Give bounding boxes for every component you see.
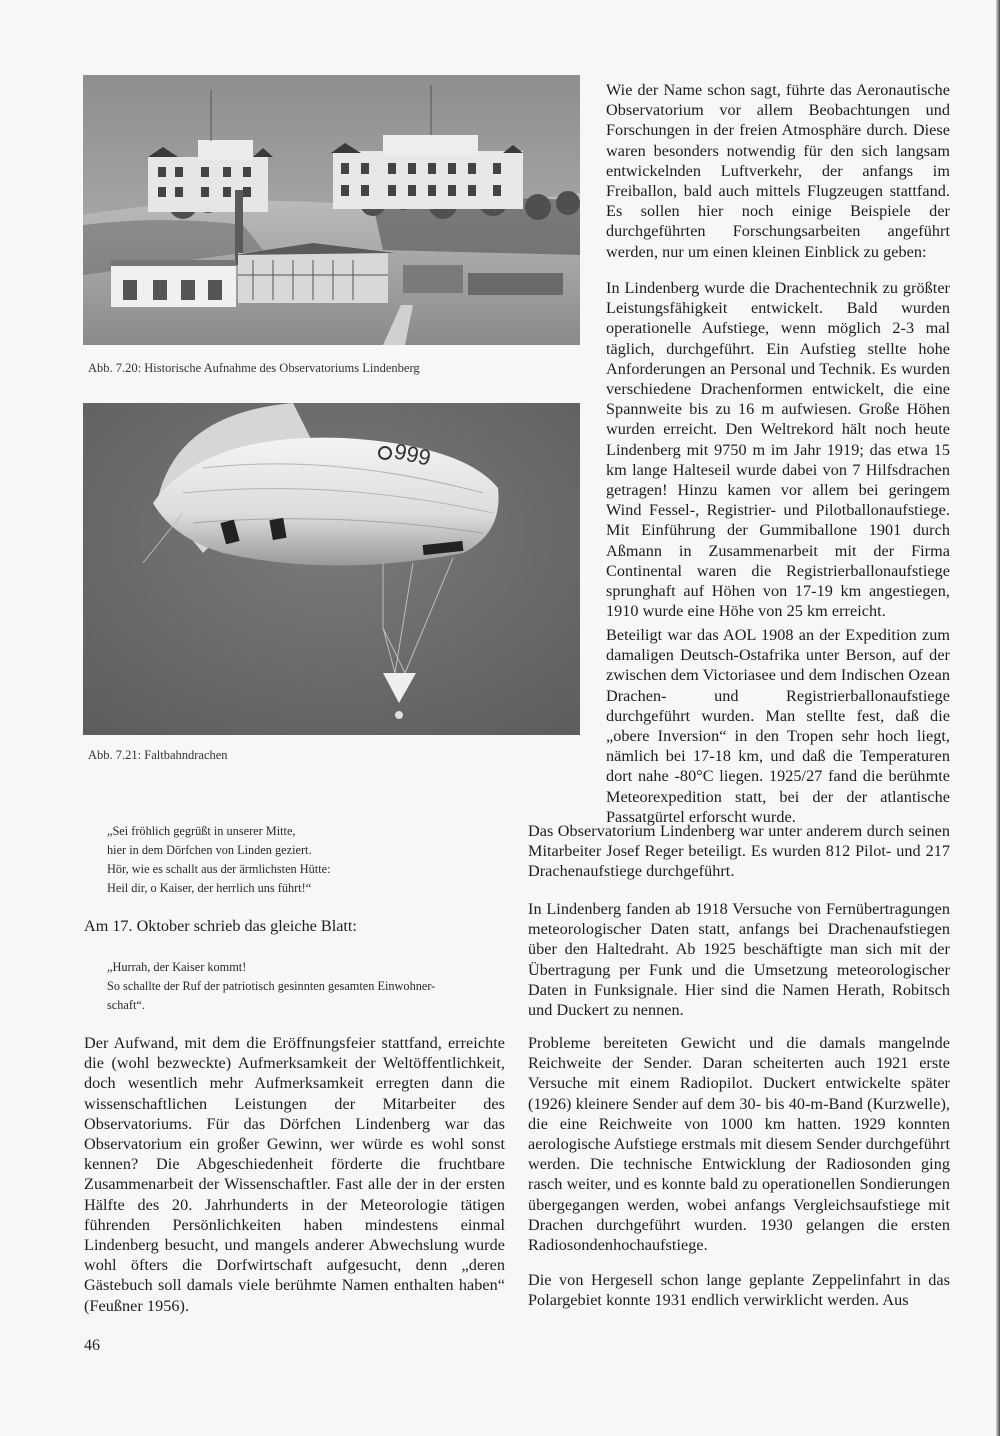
figure-caption-7-21: Abb. 7.21: Faltbahndrachen [88, 748, 228, 762]
quote-line: schaft“. [107, 998, 145, 1012]
right-paragraph-5: Probleme bereiteten Gewicht und die damals mangelnde Reichweite der Sender. Daran scheiterten auch 1921 erste Versuche mit einem Radiopilot. Duckert entwickelte später (1926) kleinere Sender auf dem 30- bis 40-m-Band (Kurzwelle), die eine Reichweite von 1000 km hatten. 1929 konnten aerologische Aufstiege erstmals mit diesem Sender durchgeführt werden. Die technische Entwicklung der Radiosonden ging rasch weiter, und es konnte bald zu operationellen Sondierungen übergegangen werden, wobei anfangs Vergleichsaufstiege mit Drachen durchgeführt wurden. 1930 gelangen die ersten Radiosondenhochaufstiege. [528, 1034, 950, 1255]
poem-line: Hör, wie es schallt aus der ärmlichsten Hütte: [107, 862, 331, 876]
page-number: 46 [84, 1337, 100, 1354]
left-paragraph: Der Aufwand, mit dem die Eröffnungsfeier stattfand, erreichte die (wohl bezweckte) Aufmerksamkeit der Weltöffentlichkeit, doch wesentlich mehr Aufmerksamkeit erregten dann die wissenschaftlichen Leistungen der Mitarbeiter des Observatoriums. Für das Dörfchen Lindenberg war das Observatorium ein großer Gewinn, wer würde es wohl sonst kennen? Die Abgeschiedenheit förderte die fruchtbare Zusammenarbeit der Wissenschaftler. Fast alle der in der ersten Hälfte des 20. Jahrhunderts in der Meteorologie tätigen führenden Persönlichkeiten haben mindestens einmal Lindenberg besucht, und mangels anderer Abwechslung wurde wohl öfters die Dorfwirtschaft aufgesucht, denn „deren Gästebuch soll damals viele berühmte Namen enthalten haben“ (Feußner 1956). [84, 1034, 505, 1315]
poem-line: Heil dir, o Kaiser, der herrlich uns führt!“ [107, 881, 312, 895]
quote-line: So schallte der Ruf der patriotisch gesinnten gesamten Einwohner- [107, 979, 436, 993]
airship-photo [83, 403, 580, 735]
quote-line: „Hurrah, der Kaiser kommt! [107, 960, 247, 974]
lead-line: Am 17. Oktober schrieb das gleiche Blatt: [84, 917, 357, 935]
page-edge-shadow [996, 0, 1000, 1436]
observatory-photo [83, 75, 580, 345]
kaiser-quote [107, 958, 517, 1015]
figure-caption-7-20: Abb. 7.20: Historische Aufnahme des Observatoriums Lindenberg [88, 361, 420, 375]
right-paragraph-6: Die von Hergesell schon lange geplante Zeppelinfahrt in das Polargebiet konnte 1931 endlich verwirklicht werden. Aus [528, 1271, 950, 1310]
poem-line: hier in dem Dörfchen von Linden geziert. [107, 843, 312, 857]
right-paragraph-2: In Lindenberg wurde die Drachentechnik zu größter Leistungsfähigkeit entwickelt. Bald wurden operationelle Aufstiege, wenn möglich 2-3 mal täglich, durchgeführt. Ein Aufstieg stellte hohe Anforderungen an Personal und Technik. Es wurden verschiedene Drachenformen entwickelt, die eine Spannweite bis zu 16 m aufwiesen. Große Höhen wurden erreicht. Den Weltrekord hält noch heute Lindenberg mit 9750 m im Jahr 1919; das etwa 15 km lange Halteseil wurde dabei von 7 Hilfsdrachen getragen! Hinzu kamen vor allem bei geringem Wind Fessel-, Registrier- und Pilotballonaufstiege. Mit Einführung der Gummiballone 1901 durch Aßmann in Zusammenarbeit mit der Firma Continental waren die Registrierballonaufstiege sprunghaft auf Höhen von 17-19 km angestiegen, 1910 wurde eine Höhe von 25 km erreicht. [606, 279, 950, 621]
poem-quote [107, 822, 527, 898]
right-paragraph-1: Wie der Name schon sagt, führte das Aeronautische Observatorium vor allem Beobachtungen und Forschungen in der freien Atmosphäre durch. Diese waren besonders notwendig für den sich langsam entwickelnden Luftverkehr, der anfangs im Freiballon, bald auch mittels Flugzeugen stattfand. Es sollen hier noch einige Beispiele der durchgeführten Forschungsarbeiten angeführt werden, nur um einen kleinen Einblick zu geben: [606, 81, 950, 261]
right-paragraph-4: In Lindenberg fanden ab 1918 Versuche von Fernübertragungen meteorologischer Daten statt, anfangs bei Drachenaufstiegen über den Haltedraht. Ab 1925 beschäftigte man sich mit der Übertragung per Funk und die Umsetzung meteorologischer Daten in Funksignale. Hier sind die Namen Herath, Robitsch und Duckert zu nennen. [528, 900, 950, 1020]
right-paragraph-3: Beteiligt war das AOL 1908 an der Expedition zum damaligen Deutsch-Ostafrika unter Berson, auf der zwischen dem Victoriasee und dem Indischen Ozean Drachen- und Registrierballonaufstiege durchgeführt wurden. Man stellte fest, daß die „obere Inversion“ in den Tropen sehr hoch liegt, nämlich bei 17-18 km, und daß die Temperaturen dort nahe -80°C liegen. 1925/27 fand die berühmte Meteorexpedition statt, bei der der atlantische Passatgürtel erforscht wurde. [606, 626, 950, 826]
poem-line: „Sei fröhlich gegrüßt in unserer Mitte, [107, 824, 296, 838]
airship-marking: 999 [391, 438, 434, 471]
right-paragraph-3-wide: Das Observatorium Lindenberg war unter anderem durch seinen Mitarbeiter Josef Reger beteiligt. Es wurden 812 Pilot- und 217 Drachenaufstiege durchgeführt. [528, 822, 950, 881]
